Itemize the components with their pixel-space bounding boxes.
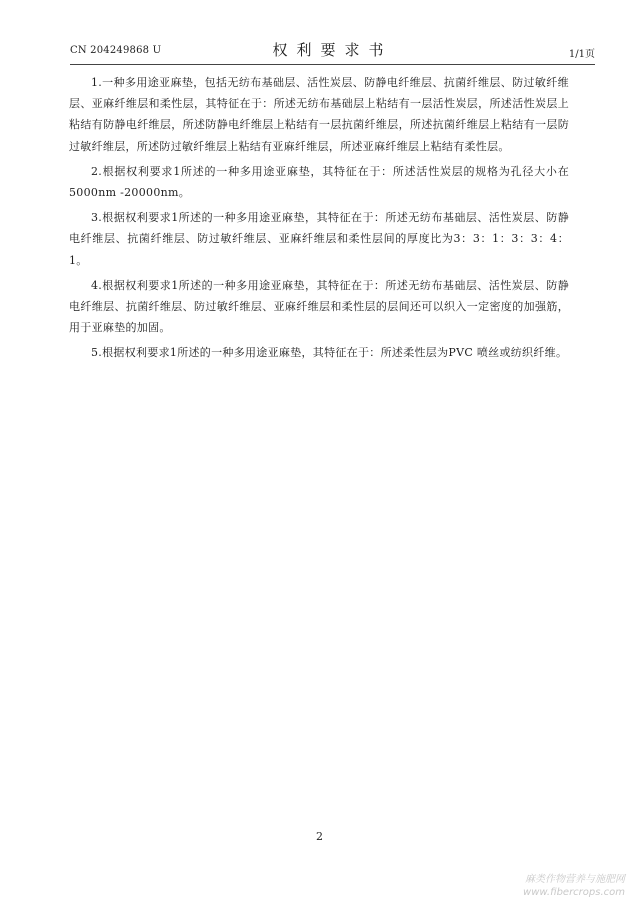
page-header bbox=[70, 38, 595, 65]
document-number: CN 204249868 U bbox=[70, 45, 162, 56]
watermark-line-2: www.fibercrops.com bbox=[523, 887, 625, 898]
claim-5: 5.根据权利要求1所述的一种多用途亚麻垫，其特征在于：所述柔性层为PVC 喷丝或纺织纤维。 bbox=[91, 346, 568, 360]
document-title: 权利要求书 bbox=[272, 41, 393, 59]
page-number: 2 bbox=[316, 830, 323, 843]
watermark bbox=[523, 873, 625, 899]
claim-4: 4.根据权利要求1所述的一种多用途亚麻垫，其特征在于：所述无纺布基础层、活性炭层、防静电纤维层、抗菌纤维层、防过敏纤维层、亚麻纤维层和柔性层的层间还可以织入一定密度的加强筋，用于亚麻垫的加固。 bbox=[69, 278, 569, 335]
claim-2: 2.根据权利要求1所述的一种多用途亚麻垫，其特征在于：所述活性炭层的规格为孔径大小在5000nm -20000nm。 bbox=[69, 164, 569, 200]
claim-3: 3.根据权利要求1所述的一种多用途亚麻垫，其特征在于：所述无纺布基础层、活性炭层、防静电纤维层、抗菌纤维层、防过敏纤维层、亚麻纤维层和柔性层间的厚度比为3：3：1：3：3：4：1。 bbox=[69, 211, 569, 267]
page-count: 1/1页 bbox=[568, 49, 595, 60]
claim-1: 1.一种多用途亚麻垫，包括无纺布基础层、活性炭层、防静电纤维层、抗菌纤维层、防过敏纤维层、亚麻纤维层和柔性层，其特征在于：所述无纺布基础层上粘结有一层活性炭层，所述活性炭层上粘结有防静电纤维层，所述防静电纤维层上粘结有一层抗菌纤维层，所述抗菌纤维层上粘结有一层防过敏纤维层，所述防过敏纤维层上粘结有亚麻纤维层，所述亚麻纤维层上粘结有柔性层。 bbox=[69, 76, 569, 153]
watermark-line-1: 麻类作物营养与施肥网 bbox=[525, 874, 625, 885]
claims-body bbox=[69, 72, 569, 368]
